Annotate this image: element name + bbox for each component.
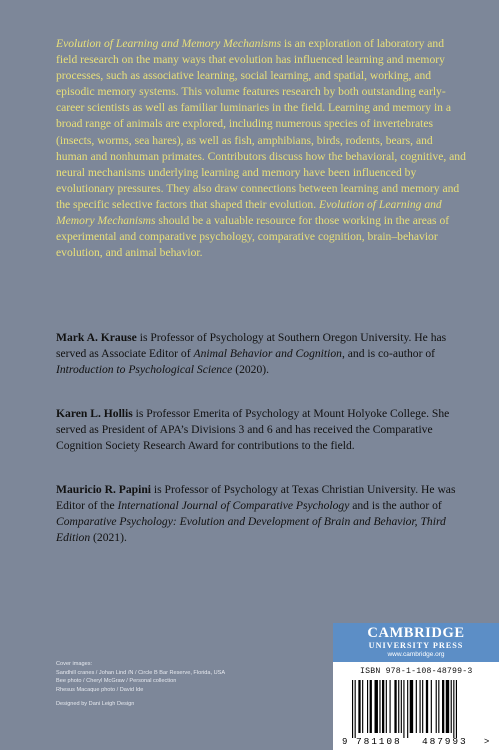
credit-line: Sandhill cranes / Johan Lind /N / Circle B Bar Reserve, Florida, USA xyxy=(56,669,226,676)
barcode-bar xyxy=(358,680,360,733)
bio-text: is Professor Emerita of Psychology at Mount Holyoke College. She served as President of APA’s Divisions 3 and 6 and has received the Comparative Cognition Society Research Award for contributions to the field. xyxy=(56,407,450,453)
barcode-bar xyxy=(438,680,439,733)
credit-line: Bee photo / Cheryl McGraw / Personal collection xyxy=(56,678,177,685)
book-title-italic-2: Evolution of Learning and Memory Mechanisms xyxy=(56,197,442,228)
book-title-italic: Evolution of Learning and Memory Mechanisms xyxy=(56,37,282,50)
author-bio-papini xyxy=(56,482,466,546)
barcode-icon xyxy=(342,680,492,746)
bio-italic-title: Introduction to Psychological Science xyxy=(56,363,233,377)
author-bio-hollis xyxy=(56,406,466,454)
bio-italic-title: Comparative Psychology: Evolution and Development of Brain and Behavior, Third Edition xyxy=(56,515,446,545)
bio-text: is Professor of Psychology at Texas Christian University. He was Editor of the xyxy=(56,483,456,513)
barcode-bar xyxy=(446,680,449,733)
cover-image-credits xyxy=(56,660,306,709)
barcode-bar xyxy=(407,680,408,738)
barcode-bar xyxy=(352,680,353,738)
barcode-bar xyxy=(370,680,372,733)
barcode-bar xyxy=(403,680,404,738)
barcode-bar xyxy=(431,680,432,733)
publisher-name: CAMBRIDGE xyxy=(367,625,465,641)
bio-text: (2020). xyxy=(232,363,270,377)
designer-credit: Designed by Dani Leigh Design xyxy=(56,701,135,708)
bio-italic-title: International Journal of Comparative Psychology xyxy=(117,499,350,513)
barcode-bar xyxy=(442,680,444,733)
barcode-bar xyxy=(398,680,399,733)
barcode-bar xyxy=(379,680,380,733)
credits-heading: Cover images: xyxy=(56,661,93,667)
author-bio-krause xyxy=(56,330,466,378)
barcode-bar xyxy=(375,680,378,733)
author-name: Mark A. Krause xyxy=(56,331,137,344)
barcode-bar xyxy=(453,680,454,738)
barcode-bar xyxy=(386,680,387,733)
barcode-bar xyxy=(416,680,417,733)
cover-blurb xyxy=(56,36,466,261)
barcode-bar xyxy=(420,680,421,733)
bio-text: and is the author of xyxy=(349,499,442,513)
barcode-bar xyxy=(382,680,384,733)
author-name: Mauricio R. Papini xyxy=(56,483,152,496)
barcode-digits-left: 781108 xyxy=(356,736,402,746)
publisher-url: www.cambridge.org xyxy=(387,651,445,658)
barcode-bar xyxy=(436,680,437,733)
bio-text: (2021). xyxy=(90,531,127,545)
author-name: Karen L. Hollis xyxy=(56,407,133,420)
bio-italic-title: Animal Behavior and Cognition xyxy=(193,347,342,361)
barcode-bar xyxy=(390,680,391,733)
barcode-bar xyxy=(426,680,428,733)
isbn-label: ISBN 978-1-108-48799-3 xyxy=(360,667,473,676)
blurb-text-2: should be a valuable resource for those working in the areas of experimental and comparative psychology, comparative cognition, brain–behavior evolution, and animal behavior. xyxy=(56,214,450,260)
bio-text: is Professor of Psychology at Southern Oregon University. He has served as Associate Editor of xyxy=(56,331,447,361)
barcode-bar xyxy=(456,680,457,738)
publisher-subname: UNIVERSITY PRESS xyxy=(368,641,464,650)
barcode-bar xyxy=(451,680,452,733)
publisher-logo xyxy=(333,623,499,662)
credit-line: Rhesus Macaque photo / David Ide xyxy=(56,686,144,693)
barcode-bar xyxy=(394,680,396,733)
barcode-digits-right: 487993 xyxy=(422,736,468,746)
barcode-bar xyxy=(422,680,423,733)
barcode-arrow: > xyxy=(484,736,490,746)
barcode-bar xyxy=(401,680,402,733)
barcode-bar xyxy=(355,680,356,738)
blurb-text-1: is an exploration of laboratory and field research on the many ways that evolution has influenced learning and memory processes, such as associative learning, social learning, and spatial, working, and episodic memory systems. This volume features research by both outstanding early-career scientists as well as familiar luminaries in the field. Learning and memory in a broad range of animals are explored, including numerous species of invertebrates (insects, worms, sea hares), as well as fish, amphibians, birds, rodents, bears, and human and nonhuman primates. Contributors discuss how the behavioral, cognitive, and neural mechanisms underlying learning and memory have been influenced by evolutionary pressures. They also draw connections between learning and memory and the specific selective factors that shaped their evolution. xyxy=(56,37,466,211)
bio-text: , and is co-author of xyxy=(341,347,435,361)
barcode-bar xyxy=(367,680,368,733)
barcode-digit-first: 9 xyxy=(342,737,348,746)
barcode-bar xyxy=(362,680,363,733)
publisher-isbn-block xyxy=(333,623,499,750)
barcode-bar xyxy=(410,680,413,733)
